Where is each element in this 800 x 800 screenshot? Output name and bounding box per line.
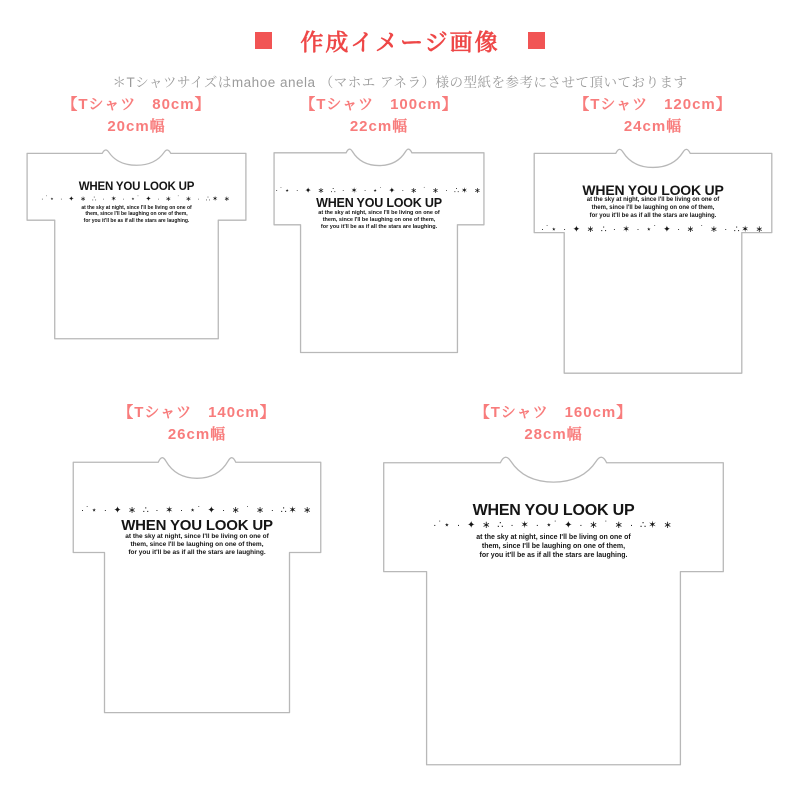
- stars-row: ·˙⋆ · ✦ ∗ ∴ · ✶ · ⋆˙ ✦ · ∗ ˙ ∗ · ∴✶ ∗: [540, 224, 766, 235]
- print-design: [273, 185, 485, 231]
- title-row: [0, 24, 800, 57]
- tshirt-160cm-section: [382, 404, 725, 560]
- stars-row: ·˙⋆ · ✦ ∗ ∴ · ✶ · ⋆˙ ✦ · ∗ ˙ ∗ · ∴✶ ∗: [275, 186, 483, 195]
- stars-row: ·˙⋆ · ✦ ∗ ∴ · ✶ · ⋆˙ ✦ · ∗ ˙ ∗ · ∴✶ ∗: [41, 195, 232, 203]
- size-label-80cm: [26, 97, 247, 134]
- tshirt-80cm-section: [26, 96, 247, 224]
- print-design: [533, 183, 773, 236]
- quote-line: at the sky at night, since I'll be living on one of: [318, 209, 440, 216]
- stars-row: ·˙⋆ · ✦ ∗ ∴ · ✶ · ⋆˙ ✦ · ∗ ˙ ∗ · ∴✶ ∗: [80, 505, 314, 516]
- tshirt-outline-icon: [72, 455, 322, 717]
- quote-line: for you it'll be as if all the stars are laughing.: [589, 212, 717, 219]
- quote-line: them, since I'll be laughing on one of them,: [481, 543, 626, 551]
- red-square-icon: [528, 32, 545, 49]
- tshirt-100cm-section: [273, 96, 485, 230]
- quote-line: for you it'll be as if all the stars are laughing.: [128, 549, 266, 557]
- size-label-text: 【Tシャツ 120cm】: [574, 96, 732, 113]
- quote-line: them, since I'll be laughing on one of them,: [130, 540, 264, 548]
- quote-line: at the sky at night, since I'll be living on one of: [125, 532, 269, 540]
- print-width-text: 22cm幅: [349, 118, 409, 135]
- size-label-text: 【Tシャツ 100cm】: [300, 96, 458, 113]
- quote-line: them, since I'll be laughing on one of them,: [591, 204, 715, 211]
- print-quote: [72, 533, 322, 558]
- print-width-text: 28cm幅: [524, 426, 583, 443]
- tshirt-mockup-160cm: [382, 454, 725, 770]
- size-label-text: 【Tシャツ 80cm】: [62, 96, 211, 113]
- quote-line: them, since I'll be laughing on one of them,: [322, 216, 436, 223]
- print-width-text: 26cm幅: [167, 426, 227, 443]
- print-design: [26, 182, 247, 224]
- print-headline: WHEN YOU LOOK UP: [316, 196, 442, 210]
- tshirt-mockup-80cm: [26, 148, 247, 342]
- page-title: 作成イメージ画像: [300, 29, 500, 55]
- size-label-140cm: [72, 405, 322, 442]
- size-label-text: 【Tシャツ 140cm】: [118, 404, 276, 421]
- print-design: [72, 504, 322, 558]
- print-headline: WHEN YOU LOOK UP: [121, 516, 273, 534]
- tshirt-120cm-section: [533, 96, 773, 235]
- quote-line: them, since I'll be laughing on one of them,: [85, 211, 188, 217]
- tshirt-140cm-section: [72, 404, 322, 557]
- tshirt-mockup-120cm: [533, 147, 773, 377]
- print-width-text: 24cm幅: [623, 118, 683, 135]
- red-square-icon: [255, 32, 272, 49]
- print-quote: [273, 210, 485, 231]
- size-label-text: 【Tシャツ 160cm】: [474, 404, 633, 421]
- print-headline: WHEN YOU LOOK UP: [78, 181, 195, 193]
- tshirt-mockup-140cm: [72, 455, 322, 717]
- size-label-160cm: [382, 405, 725, 442]
- quote-line: for you it'll be as if all the stars are laughing.: [479, 552, 628, 560]
- print-headline: WHEN YOU LOOK UP: [472, 502, 635, 519]
- quote-line: at the sky at night, since I'll be living on one of: [476, 534, 631, 541]
- tshirt-mockup-100cm: [273, 147, 485, 356]
- size-label-120cm: [533, 97, 773, 134]
- size-label-100cm: [273, 97, 485, 134]
- tshirt-outline-icon: [273, 147, 485, 356]
- pattern-credit-note: ＊Tシャツサイズはmahoe anela （マホエ アネラ）様の型紙を参考にさせて頂いております: [112, 75, 688, 90]
- print-width-text: 20cm幅: [107, 118, 166, 135]
- print-headline: WHEN YOU LOOK UP: [582, 182, 724, 198]
- quote-line: for you it'll be as if all the stars are laughing.: [320, 223, 438, 230]
- header: [0, 24, 800, 91]
- tshirt-outline-icon: [26, 148, 247, 342]
- quote-line: at the sky at night, since I'll be living on one of: [81, 204, 192, 211]
- quote-line: at the sky at night, since I'll be living on one of: [586, 197, 720, 203]
- print-design: [382, 503, 725, 560]
- stars-row: ·˙⋆ · ✦ ∗ ∴ · ✶ · ⋆˙ ✦ · ∗ ˙ ∗ · ∴✶ ∗: [433, 520, 674, 531]
- quote-line: for you it'll be as if all the stars are laughing.: [83, 217, 190, 224]
- print-quote: [26, 205, 247, 225]
- print-quote: [533, 197, 773, 220]
- print-quote: [382, 533, 725, 560]
